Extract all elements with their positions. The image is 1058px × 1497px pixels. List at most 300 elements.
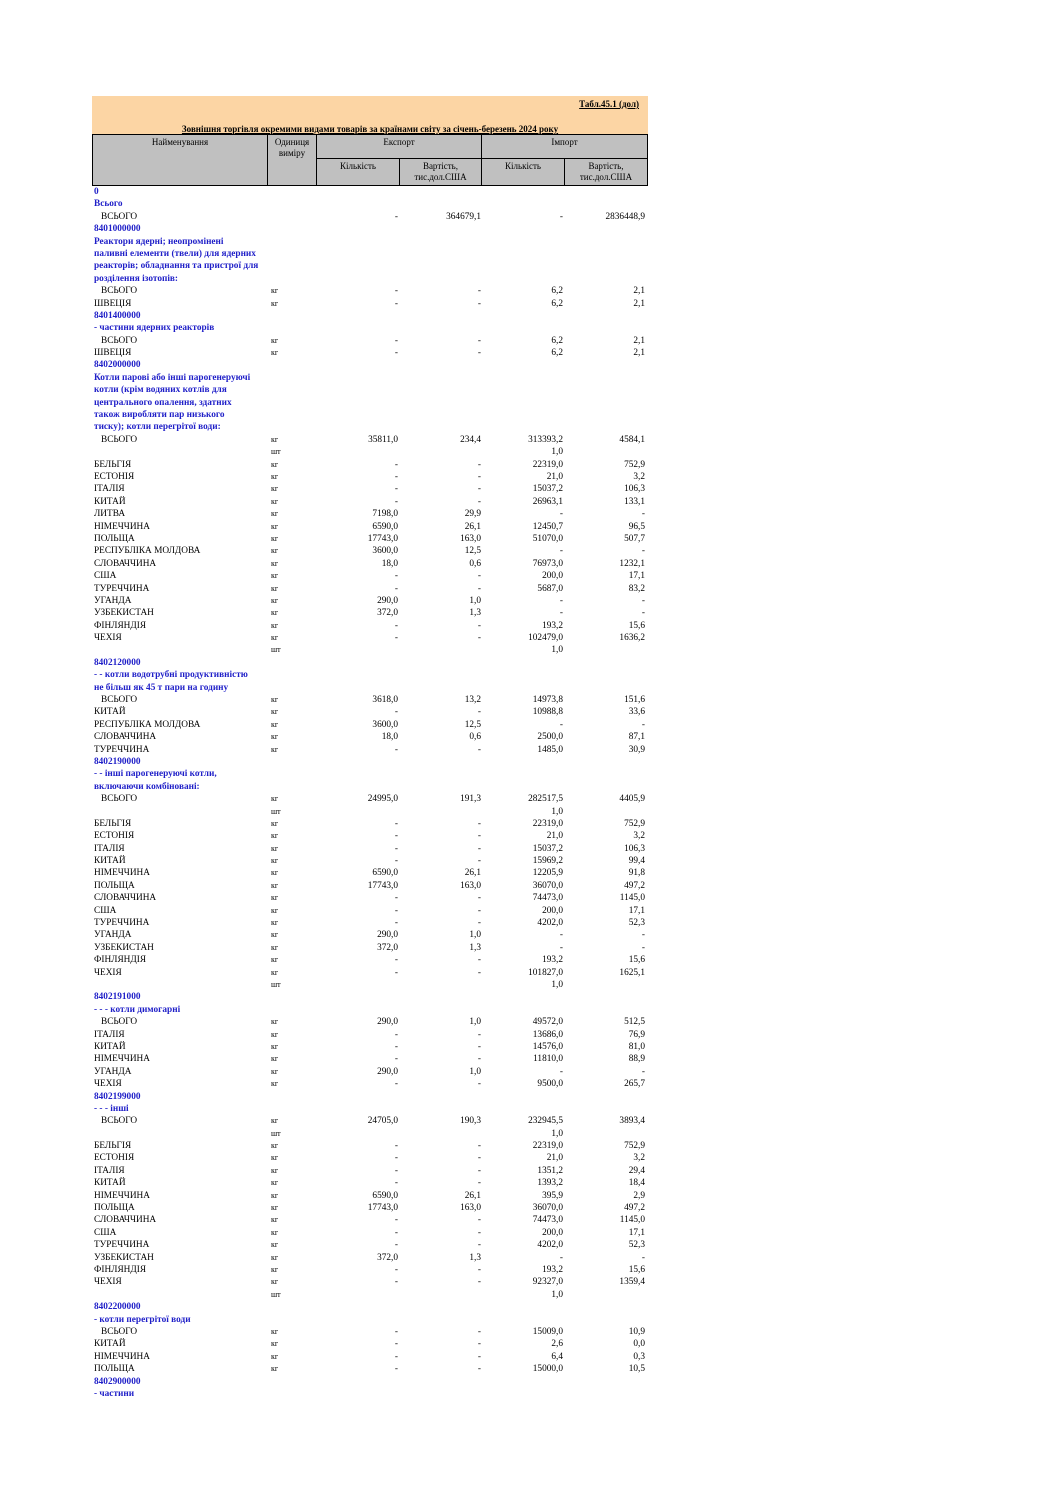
name-cell: КИТАЙ bbox=[94, 496, 126, 507]
import-value-cell: 752,9 bbox=[624, 459, 645, 470]
import-value-cell: 3,2 bbox=[633, 1153, 645, 1164]
name-cell: КИТАЙ bbox=[94, 707, 126, 718]
export-qty-cell: - bbox=[394, 286, 398, 297]
country-row bbox=[92, 843, 648, 855]
unit-cell: кг bbox=[271, 1041, 279, 1051]
export-value-cell: - bbox=[477, 1165, 481, 1176]
import-value-cell: 151,6 bbox=[624, 695, 645, 706]
import-qty-cell: 6,2 bbox=[551, 335, 563, 346]
country-row bbox=[92, 446, 648, 458]
unit-cell: кг bbox=[271, 955, 279, 965]
country-row bbox=[92, 1152, 648, 1164]
country-row bbox=[92, 1351, 648, 1363]
export-value-cell: - bbox=[477, 1178, 481, 1189]
export-value-cell: - bbox=[477, 1153, 481, 1164]
export-value-cell: - bbox=[477, 348, 481, 359]
table-banner bbox=[92, 96, 648, 134]
country-row bbox=[92, 1363, 648, 1375]
name-cell: 8401000000 bbox=[94, 224, 141, 235]
export-qty-cell: 6590,0 bbox=[372, 868, 398, 879]
import-value-cell: 2,1 bbox=[633, 335, 645, 346]
name-cell: ЧЕХІЯ bbox=[94, 967, 122, 978]
name-cell: - котли перегрітої води bbox=[94, 1314, 191, 1325]
name-cell: СЛОВАЧЧИНА bbox=[94, 732, 157, 743]
header-export: Експорт bbox=[316, 134, 482, 159]
export-value-cell: 1,3 bbox=[469, 608, 481, 619]
unit-cell: кг bbox=[271, 831, 279, 841]
export-qty-cell: - bbox=[394, 831, 398, 842]
export-value-cell: - bbox=[477, 583, 481, 594]
name-cell: УГАНДА bbox=[94, 930, 132, 941]
description-row bbox=[92, 384, 648, 396]
name-cell: США bbox=[94, 905, 117, 916]
code-row bbox=[92, 756, 648, 768]
import-value-cell: 83,2 bbox=[628, 583, 645, 594]
name-cell: ПОЛЬЩА bbox=[94, 533, 135, 544]
name-cell: 8402191000 bbox=[94, 992, 141, 1003]
name-cell: СЛОВАЧЧИНА bbox=[94, 893, 157, 904]
country-row bbox=[92, 508, 648, 520]
country-row bbox=[92, 744, 648, 756]
import-value-cell: - bbox=[641, 608, 645, 619]
export-qty-cell: - bbox=[394, 1029, 398, 1040]
import-qty-cell: - bbox=[559, 719, 563, 730]
table-title: Зовнішня торгівля окремими видами товарів за країнами світу за січень-березень 2024 року bbox=[181, 124, 559, 134]
description-row bbox=[92, 421, 648, 433]
import-qty-cell: 200,0 bbox=[542, 571, 563, 582]
export-value-cell: 1,0 bbox=[469, 1066, 481, 1077]
description-row bbox=[92, 236, 648, 248]
import-qty-cell: - bbox=[559, 595, 563, 606]
description-row bbox=[92, 372, 648, 384]
export-qty-cell: - bbox=[394, 856, 398, 867]
unit-cell: кг bbox=[271, 521, 279, 531]
import-qty-cell: 1,0 bbox=[551, 645, 563, 656]
unit-cell: кг bbox=[271, 843, 279, 853]
name-cell: НІМЕЧЧИНА bbox=[94, 1351, 150, 1362]
unit-cell: кг bbox=[271, 1227, 279, 1237]
country-row bbox=[92, 583, 648, 595]
import-value-cell: 30,9 bbox=[628, 744, 645, 755]
country-row bbox=[92, 496, 648, 508]
description-row bbox=[92, 260, 648, 272]
unit-cell: кг bbox=[271, 608, 279, 618]
country-row bbox=[92, 1190, 648, 1202]
name-cell: ПОЛЬЩА bbox=[94, 880, 135, 891]
import-value-cell: 91,8 bbox=[628, 868, 645, 879]
country-row bbox=[92, 830, 648, 842]
table-reference: Табл.45.1 (дол) bbox=[579, 99, 639, 109]
export-qty-cell: - bbox=[394, 583, 398, 594]
import-qty-cell: 13686,0 bbox=[532, 1029, 563, 1040]
unit-cell: кг bbox=[271, 595, 279, 605]
name-cell: КИТАЙ bbox=[94, 1339, 126, 1350]
name-cell: - - - інші bbox=[94, 1103, 129, 1114]
import-qty-cell: 12450,7 bbox=[532, 521, 563, 532]
import-qty-cell: 1,0 bbox=[551, 980, 563, 990]
unit-cell: кг bbox=[271, 509, 279, 519]
country-row bbox=[92, 545, 648, 557]
unit-cell: шт bbox=[271, 980, 281, 989]
total-row bbox=[92, 1326, 648, 1338]
export-value-cell: - bbox=[477, 1079, 481, 1090]
export-qty-cell: 24705,0 bbox=[367, 1116, 398, 1127]
import-qty-cell: 193,2 bbox=[542, 620, 563, 631]
export-qty-cell: - bbox=[394, 955, 398, 966]
import-qty-cell: 193,2 bbox=[542, 1264, 563, 1275]
import-value-cell: - bbox=[641, 1252, 645, 1263]
unit-cell: кг bbox=[271, 1351, 279, 1361]
import-qty-cell: 12205,9 bbox=[532, 868, 563, 879]
export-qty-cell: - bbox=[394, 744, 398, 755]
export-value-cell: - bbox=[477, 744, 481, 755]
export-value-cell: 190,3 bbox=[460, 1116, 481, 1127]
export-qty-cell: - bbox=[394, 484, 398, 495]
import-qty-cell: - bbox=[559, 608, 563, 619]
export-value-cell: - bbox=[477, 1240, 481, 1251]
export-value-cell: - bbox=[477, 484, 481, 495]
country-row bbox=[92, 818, 648, 830]
export-qty-cell: - bbox=[394, 1178, 398, 1189]
name-cell: ВСЬОГО bbox=[101, 335, 138, 346]
export-value-cell: - bbox=[477, 1041, 481, 1052]
country-row bbox=[92, 1264, 648, 1276]
export-value-cell: - bbox=[477, 286, 481, 297]
country-row bbox=[92, 967, 648, 979]
name-cell: ЧЕХІЯ bbox=[94, 1079, 122, 1090]
import-value-cell: 15,6 bbox=[628, 955, 645, 966]
name-cell: центрального опалення, здатних bbox=[94, 397, 232, 408]
export-value-cell: - bbox=[477, 1339, 481, 1350]
name-cell: ВСЬОГО bbox=[101, 434, 138, 445]
code-row bbox=[92, 991, 648, 1003]
export-value-cell: - bbox=[477, 571, 481, 582]
unit-cell: кг bbox=[271, 1054, 279, 1064]
import-qty-cell: 15969,2 bbox=[532, 856, 563, 867]
import-value-cell: 4584,1 bbox=[619, 434, 645, 445]
unit-cell: кг bbox=[271, 942, 279, 952]
code-row bbox=[92, 1091, 648, 1103]
export-value-cell: - bbox=[477, 893, 481, 904]
import-value-cell: 17,1 bbox=[628, 905, 645, 916]
export-qty-cell: - bbox=[394, 633, 398, 644]
unit-cell: кг bbox=[271, 905, 279, 915]
country-row bbox=[92, 1165, 648, 1177]
export-value-cell: - bbox=[477, 843, 481, 854]
export-qty-cell: - bbox=[394, 1079, 398, 1090]
name-cell: включаючи комбіновані: bbox=[94, 781, 200, 792]
import-qty-cell: 1,0 bbox=[551, 806, 563, 817]
import-qty-cell: 21,0 bbox=[546, 471, 563, 482]
country-row bbox=[92, 459, 648, 471]
name-cell: - - - котли димогарні bbox=[94, 1004, 181, 1015]
export-value-cell: - bbox=[477, 831, 481, 842]
description-row bbox=[92, 1314, 648, 1326]
name-cell: ЕСТОНІЯ bbox=[94, 1153, 135, 1164]
import-qty-cell: 200,0 bbox=[542, 905, 563, 916]
import-value-cell: 2,1 bbox=[633, 348, 645, 359]
name-cell: ЕСТОНІЯ bbox=[94, 831, 135, 842]
import-qty-cell: - bbox=[559, 509, 563, 520]
import-qty-cell: 36070,0 bbox=[532, 880, 563, 891]
unit-cell: кг bbox=[271, 719, 279, 729]
import-value-cell: 1625,1 bbox=[619, 967, 645, 978]
description-row bbox=[92, 273, 648, 285]
import-qty-cell: 4202,0 bbox=[537, 918, 563, 929]
name-cell: ВСЬОГО bbox=[101, 695, 138, 706]
import-value-cell: 15,6 bbox=[628, 1264, 645, 1275]
country-row bbox=[92, 558, 648, 570]
export-qty-cell: - bbox=[394, 620, 398, 631]
export-value-cell: - bbox=[477, 1364, 481, 1375]
country-row bbox=[92, 917, 648, 929]
import-value-cell: 99,4 bbox=[628, 856, 645, 867]
import-value-cell: 507,7 bbox=[624, 533, 645, 544]
export-qty-cell: - bbox=[394, 1153, 398, 1164]
export-qty-cell: - bbox=[394, 905, 398, 916]
import-qty-cell: 282517,5 bbox=[528, 794, 563, 805]
import-qty-cell: 15000,0 bbox=[532, 1364, 563, 1375]
name-cell: ІТАЛІЯ bbox=[94, 484, 125, 495]
import-qty-cell: 101827,0 bbox=[528, 967, 563, 978]
description-row bbox=[92, 768, 648, 780]
name-cell: реакторів; обладнання та пристрої для bbox=[94, 261, 259, 272]
import-value-cell: 3893,4 bbox=[619, 1116, 645, 1127]
header-export-qty: Кількість bbox=[316, 158, 400, 186]
unit-cell: кг bbox=[271, 1277, 279, 1287]
import-value-cell: 10,9 bbox=[628, 1326, 645, 1337]
name-cell: 8402120000 bbox=[94, 657, 141, 668]
export-qty-cell: - bbox=[394, 707, 398, 718]
export-qty-cell: - bbox=[394, 967, 398, 978]
name-cell: 8402200000 bbox=[94, 1302, 141, 1313]
country-row bbox=[92, 1227, 648, 1239]
import-qty-cell: 14973,8 bbox=[532, 695, 563, 706]
export-value-cell: 12,5 bbox=[464, 546, 481, 557]
export-qty-cell: - bbox=[394, 211, 398, 222]
export-value-cell: - bbox=[477, 1351, 481, 1362]
export-qty-cell: - bbox=[394, 496, 398, 507]
export-qty-cell: 290,0 bbox=[377, 1066, 398, 1077]
export-value-cell: 26,1 bbox=[464, 521, 481, 532]
import-value-cell: - bbox=[641, 930, 645, 941]
name-cell: ЛИТВА bbox=[94, 509, 126, 520]
unit-cell: кг bbox=[271, 434, 279, 444]
export-value-cell: - bbox=[477, 918, 481, 929]
name-cell: ВСЬОГО bbox=[101, 794, 138, 805]
country-row bbox=[92, 607, 648, 619]
export-value-cell: 0,6 bbox=[469, 558, 481, 569]
import-value-cell: 81,0 bbox=[628, 1041, 645, 1052]
name-cell: КИТАЙ bbox=[94, 1041, 126, 1052]
country-row bbox=[92, 1214, 648, 1226]
import-qty-cell: 21,0 bbox=[546, 831, 563, 842]
import-qty-cell: - bbox=[559, 942, 563, 953]
name-cell: ТУРЕЧЧИНА bbox=[94, 744, 150, 755]
unit-cell: кг bbox=[271, 918, 279, 928]
name-cell: ІТАЛІЯ bbox=[94, 1165, 125, 1176]
country-row bbox=[92, 1053, 648, 1065]
import-qty-cell: 102479,0 bbox=[528, 633, 563, 644]
unit-cell: кг bbox=[271, 1240, 279, 1250]
unit-cell: шт bbox=[271, 1289, 281, 1299]
name-cell: ІТАЛІЯ bbox=[94, 1029, 125, 1040]
import-qty-cell: - bbox=[559, 930, 563, 941]
name-cell: НІМЕЧЧИНА bbox=[94, 521, 150, 532]
unit-cell: кг bbox=[271, 967, 279, 977]
export-qty-cell: 372,0 bbox=[377, 608, 398, 619]
name-cell: - частини ядерних реакторів bbox=[94, 323, 215, 334]
code-row bbox=[92, 186, 648, 198]
country-row bbox=[92, 979, 648, 991]
name-cell: котли (крім водяних котлів для bbox=[94, 385, 227, 396]
unit-cell: кг bbox=[271, 1165, 279, 1175]
import-qty-cell: 92327,0 bbox=[532, 1277, 563, 1288]
export-value-cell: 1,0 bbox=[469, 930, 481, 941]
country-row bbox=[92, 595, 648, 607]
name-cell: ТУРЕЧЧИНА bbox=[94, 1240, 150, 1251]
export-value-cell: 13,2 bbox=[464, 695, 481, 706]
country-row bbox=[92, 1066, 648, 1078]
country-row bbox=[92, 533, 648, 545]
export-value-cell: - bbox=[477, 1215, 481, 1226]
header-import-qty: Кількість bbox=[481, 158, 565, 186]
name-cell: СЛОВАЧЧИНА bbox=[94, 1215, 157, 1226]
import-value-cell: - bbox=[641, 719, 645, 730]
name-cell: США bbox=[94, 571, 117, 582]
name-cell: 0 bbox=[94, 187, 99, 197]
unit-cell: кг bbox=[271, 732, 279, 742]
unit-cell: кг bbox=[271, 533, 279, 543]
export-value-cell: - bbox=[477, 955, 481, 966]
import-value-cell: 17,1 bbox=[628, 571, 645, 582]
import-qty-cell: 232945,5 bbox=[528, 1116, 563, 1127]
export-value-cell: 1,0 bbox=[469, 595, 481, 606]
import-qty-cell: 9500,0 bbox=[537, 1079, 563, 1090]
export-qty-cell: 17743,0 bbox=[367, 1203, 398, 1214]
name-cell: ЕСТОНІЯ bbox=[94, 471, 135, 482]
import-qty-cell: 22319,0 bbox=[532, 1141, 563, 1152]
country-row bbox=[92, 471, 648, 483]
export-qty-cell: - bbox=[394, 1326, 398, 1337]
export-value-cell: 0,6 bbox=[469, 732, 481, 743]
name-cell: 8402000000 bbox=[94, 360, 141, 371]
export-value-cell: 1,0 bbox=[469, 1017, 481, 1028]
import-qty-cell: 76973,0 bbox=[532, 558, 563, 569]
export-value-cell: 163,0 bbox=[460, 1203, 481, 1214]
unit-cell: кг bbox=[271, 880, 279, 890]
unit-cell: кг bbox=[271, 893, 279, 903]
country-row bbox=[92, 1140, 648, 1152]
unit-cell: кг bbox=[271, 1066, 279, 1076]
unit-cell: кг bbox=[271, 794, 279, 804]
total-row bbox=[92, 285, 648, 297]
import-qty-cell: 51070,0 bbox=[532, 533, 563, 544]
import-value-cell: 29,4 bbox=[628, 1165, 645, 1176]
export-value-cell: - bbox=[477, 633, 481, 644]
country-row bbox=[92, 880, 648, 892]
name-cell: паливні елементи (твели) для ядерних bbox=[94, 248, 256, 259]
name-cell: Всього bbox=[94, 199, 123, 210]
import-qty-cell: 200,0 bbox=[542, 1227, 563, 1238]
import-qty-cell: 22319,0 bbox=[532, 818, 563, 829]
unit-cell: кг bbox=[271, 930, 279, 940]
unit-cell: кг bbox=[271, 1252, 279, 1262]
import-value-cell: - bbox=[641, 1066, 645, 1077]
name-cell: ВСЬОГО bbox=[101, 1017, 138, 1028]
import-value-cell: 1232,1 bbox=[619, 558, 645, 569]
unit-cell: кг bbox=[271, 818, 279, 828]
description-row bbox=[92, 1388, 648, 1400]
export-qty-cell: 35811,0 bbox=[368, 434, 398, 445]
name-cell: США bbox=[94, 1227, 117, 1238]
name-cell: - - інші парогенеруючі котли, bbox=[94, 769, 217, 780]
import-value-cell: 497,2 bbox=[624, 1203, 645, 1214]
import-value-cell: 3,2 bbox=[633, 831, 645, 842]
import-qty-cell: 193,2 bbox=[542, 955, 563, 966]
export-value-cell: 191,3 bbox=[460, 794, 481, 805]
import-qty-cell: - bbox=[559, 1066, 563, 1077]
country-row bbox=[92, 1338, 648, 1350]
import-value-cell: 87,1 bbox=[628, 732, 645, 743]
import-value-cell: 4405,9 bbox=[619, 794, 645, 805]
export-value-cell: - bbox=[477, 1141, 481, 1152]
unit-cell: шт bbox=[271, 645, 281, 655]
unit-cell: кг bbox=[271, 298, 279, 308]
export-value-cell: - bbox=[477, 1326, 481, 1337]
export-value-cell: 1,3 bbox=[469, 942, 481, 953]
export-value-cell: - bbox=[477, 818, 481, 829]
name-cell: БЕЛЬГІЯ bbox=[94, 459, 132, 470]
country-row bbox=[92, 855, 648, 867]
import-value-cell: 17,1 bbox=[628, 1227, 645, 1238]
description-row bbox=[92, 397, 648, 409]
import-qty-cell: 2,6 bbox=[551, 1339, 563, 1350]
import-value-cell: 76,9 bbox=[628, 1029, 645, 1040]
import-qty-cell: 11810,0 bbox=[533, 1054, 563, 1065]
import-value-cell: 52,3 bbox=[628, 1240, 645, 1251]
export-value-cell: 26,1 bbox=[464, 1190, 481, 1201]
export-qty-cell: 24995,0 bbox=[367, 794, 398, 805]
export-value-cell: - bbox=[477, 459, 481, 470]
export-qty-cell: 3600,0 bbox=[372, 546, 398, 557]
export-qty-cell: - bbox=[394, 1227, 398, 1238]
import-qty-cell: 15037,2 bbox=[532, 843, 563, 854]
import-qty-cell: 14576,0 bbox=[532, 1041, 563, 1052]
name-cell: БЕЛЬГІЯ bbox=[94, 818, 132, 829]
import-value-cell: 0,3 bbox=[633, 1351, 645, 1362]
import-value-cell: - bbox=[641, 595, 645, 606]
description-row bbox=[92, 248, 648, 260]
country-row bbox=[92, 298, 648, 310]
name-cell: Реактори ядерні; неопромінені bbox=[94, 236, 224, 247]
import-value-cell: 18,4 bbox=[628, 1178, 645, 1189]
export-qty-cell: - bbox=[394, 1264, 398, 1275]
name-cell: ІТАЛІЯ bbox=[94, 843, 125, 854]
export-value-cell: - bbox=[477, 1054, 481, 1065]
unit-cell: кг bbox=[271, 348, 279, 358]
import-value-cell: 265,7 bbox=[624, 1079, 645, 1090]
country-row bbox=[92, 1078, 648, 1090]
import-value-cell: 52,3 bbox=[628, 918, 645, 929]
name-cell: УГАНДА bbox=[94, 595, 132, 606]
name-cell: Котли парові або інші парогенеруючі bbox=[94, 372, 251, 383]
import-value-cell: 106,3 bbox=[624, 484, 645, 495]
export-qty-cell: 3600,0 bbox=[372, 719, 398, 730]
import-qty-cell: 1,0 bbox=[551, 1128, 563, 1139]
export-qty-cell: - bbox=[394, 348, 398, 359]
name-cell: ФІНЛЯНДІЯ bbox=[94, 1264, 147, 1275]
